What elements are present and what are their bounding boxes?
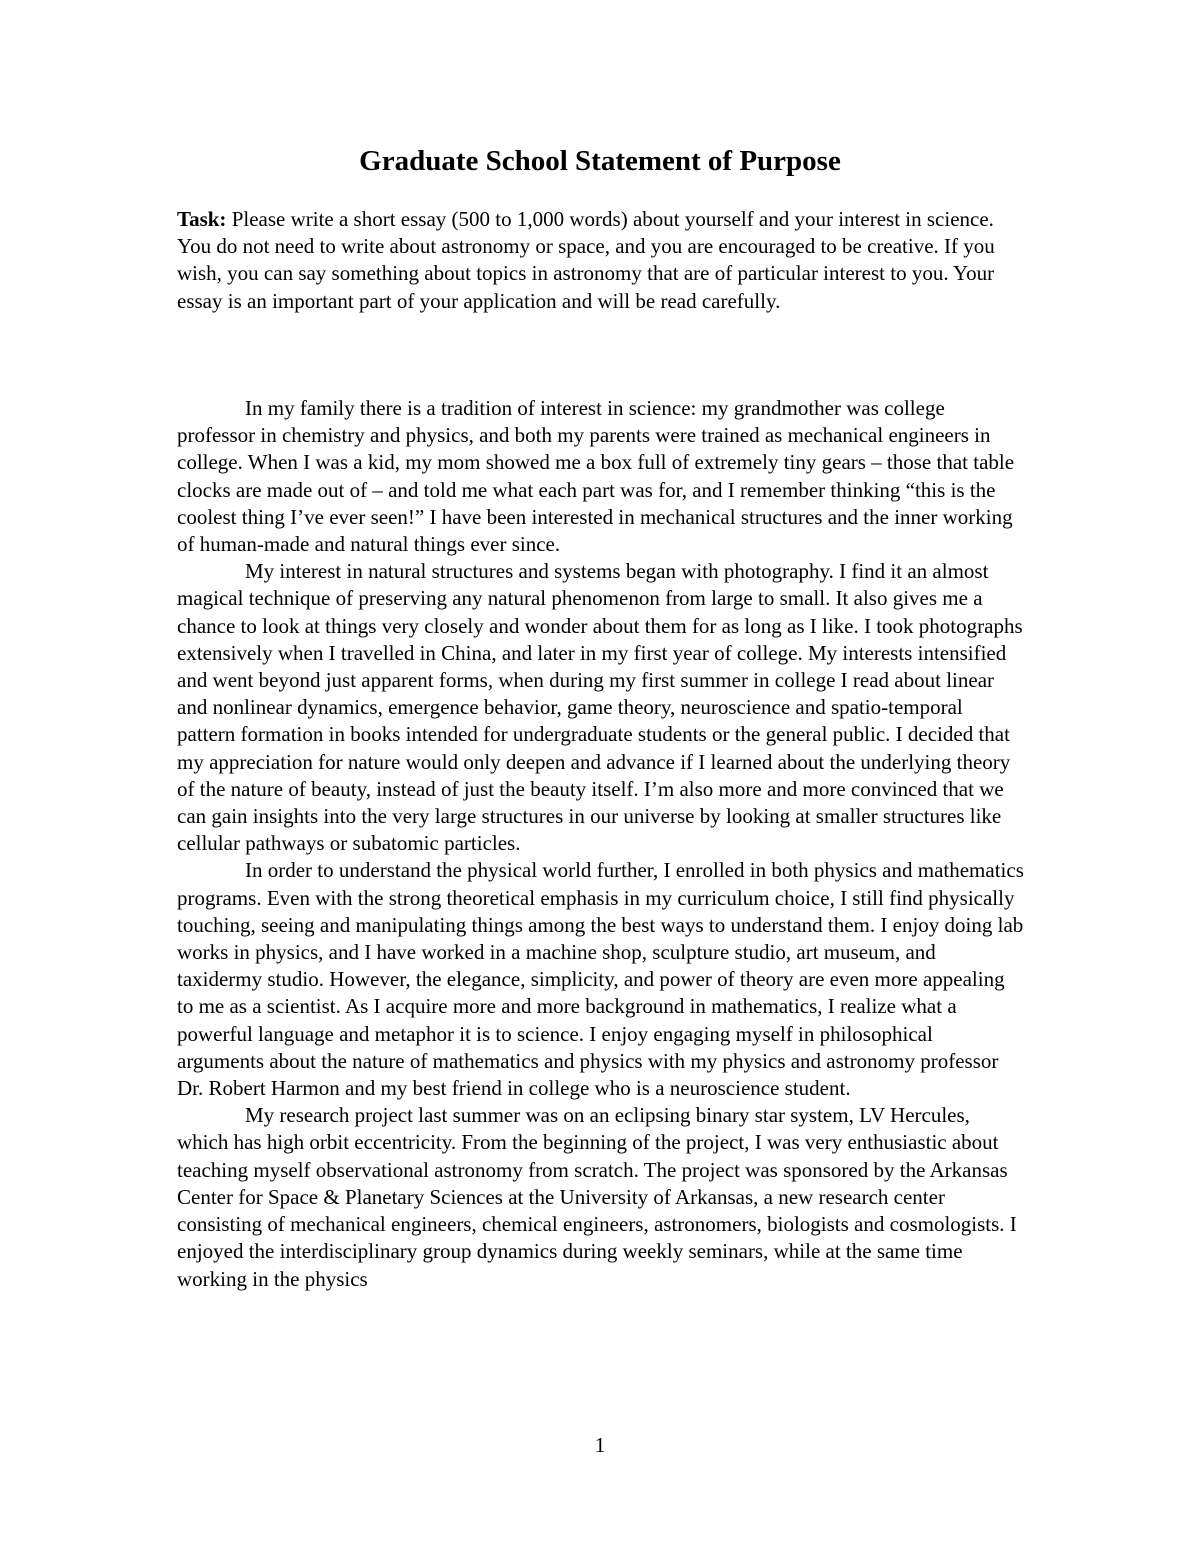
- essay-body: [177, 395, 1025, 1293]
- task-prompt: [177, 206, 1025, 315]
- essay-paragraph-2: My interest in natural structures and systems began with photography. I find it an almost magical technique of preserving any natural phenomenon from large to small. It also gives me a chance to look at things very closely and wonder about them for as long as I like. I took photographs extensively when I travelled in China, and later in my first year of college. My interests intensified and went beyond just apparent forms, when during my first summer in college I read about linear and nonlinear dynamics, emergence behavior, game theory, neuroscience and spatio-temporal pattern formation in books intended for undergraduate students or the general public. I decided that my appreciation for nature would only deepen and advance if I learned about the underlying theory of the nature of beauty, instead of just the beauty itself. I’m also more and more convinced that we can gain insights into the very large structures in our universe by looking at smaller structures like cellular pathways or subatomic particles.: [177, 559, 1023, 856]
- page-title: Graduate School Statement of Purpose: [359, 145, 841, 177]
- page-number: 1: [594, 1433, 606, 1457]
- essay-paragraph-1: In my family there is a tradition of interest in science: my grandmother was college professor in chemistry and physics, and both my parents were trained as mechanical engineers in college. When I was a kid, my mom showed me a box full of extremely tiny gears – those that table clocks are made out of – and told me what each part was for, and I remember thinking “this is the coolest thing I’ve ever seen!” I have been interested in mechanical structures and the inner working of human-made and natural things ever since.: [177, 396, 1015, 557]
- task-label: Task:: [177, 207, 227, 231]
- essay-paragraph-4: My research project last summer was on an eclipsing binary star system, LV Hercules, which has high orbit eccentricity. From the beginning of the project, I was very enthusiastic about teaching myself observational astronomy from scratch. The project was sponsored by the Arkansas Center for Space & Planetary Sciences at the University of Arkansas, a new research center consisting of mechanical engineers, chemical engineers, astronomers, biologists and cosmologists. I enjoyed the interdisciplinary group dynamics during weekly seminars, while at the same time working in the physics: [177, 1103, 1017, 1291]
- essay-paragraph-3: In order to understand the physical world further, I enrolled in both physics and mathematics programs. Even with the strong theoretical emphasis in my curriculum choice, I still find physically touching, seeing and manipulating things among the best ways to understand them. I enjoy doing lab works in physics, and I have worked in a machine shop, sculpture studio, art museum, and taxidermy studio. However, the elegance, simplicity, and power of theory are even more appealing to me as a scientist. As I acquire more and more background in mathematics, I realize what a powerful language and metaphor it is to science. I enjoy engaging myself in philosophical arguments about the nature of mathematics and physics with my physics and astronomy professor Dr. Robert Harmon and my best friend in college who is a neuroscience student.: [177, 858, 1024, 1101]
- task-text: Please write a short essay (500 to 1,000 words) about yourself and your interest in science. You do not need to write about astronomy or space, and you are encouraged to be creative. If you wish, you can say something about topics in astronomy that are of particular interest to you. Your essay is an important part of your application and will be read carefully.: [177, 207, 995, 313]
